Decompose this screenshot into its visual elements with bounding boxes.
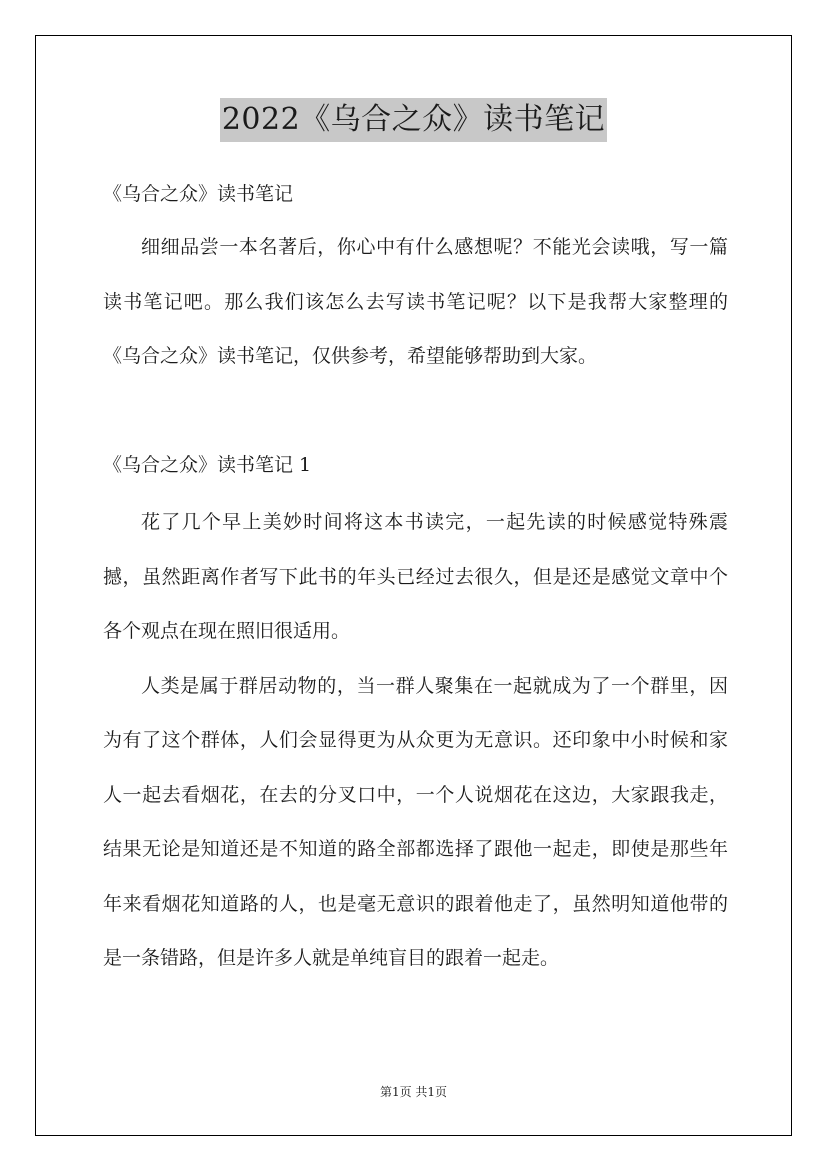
intro-section xyxy=(103,220,728,384)
body-paragraph: 人类是属于群居动物的，当一群人聚集在一起就成为了一个群里，因为有了这个群体，人们会显得更为从众更为无意识。还印象中小时候和家人一起去看烟花，在去的分叉口中，一个人说烟花在这边，大家跟我走，结果无论是知道还是不知道的路全部都选择了跟他一起走，即使是那些年年来看烟花知道路的人，也是毫无意识的跟着他走了，虽然明知道他带的是一条错路，但是许多人就是单纯盲目的跟着一起走。 xyxy=(103,674,728,969)
body-section xyxy=(103,495,728,986)
section-heading-text: 《乌合之众》读书笔记 1 xyxy=(103,454,312,476)
document-title: 2022《乌合之众》读书笔记 xyxy=(220,98,607,142)
body-paragraph: 花了几个早上美妙时间将这本书读完，一起先读的时候感觉特殊震撼，虽然距离作者写下此书的年头已经过去很久，但是还是感觉文章中个各个观点在现在照旧很适用。 xyxy=(103,511,728,642)
document-title-wrapper xyxy=(0,98,827,142)
section-heading xyxy=(103,451,728,479)
intro-paragraph: 细细品尝一本名著后，你心中有什么感想呢？不能光会读哦，写一篇读书笔记吧。那么我们该怎么去写读书笔记呢？以下是我帮大家整理的《乌合之众》读书笔记，仅供参考，希望能够帮助到大家。 xyxy=(103,236,728,367)
page-footer xyxy=(0,1084,827,1100)
intro-heading xyxy=(103,180,728,208)
intro-heading-text: 《乌合之众》读书笔记 xyxy=(103,183,294,205)
page-number: 第1页 共1页 xyxy=(379,1085,448,1099)
